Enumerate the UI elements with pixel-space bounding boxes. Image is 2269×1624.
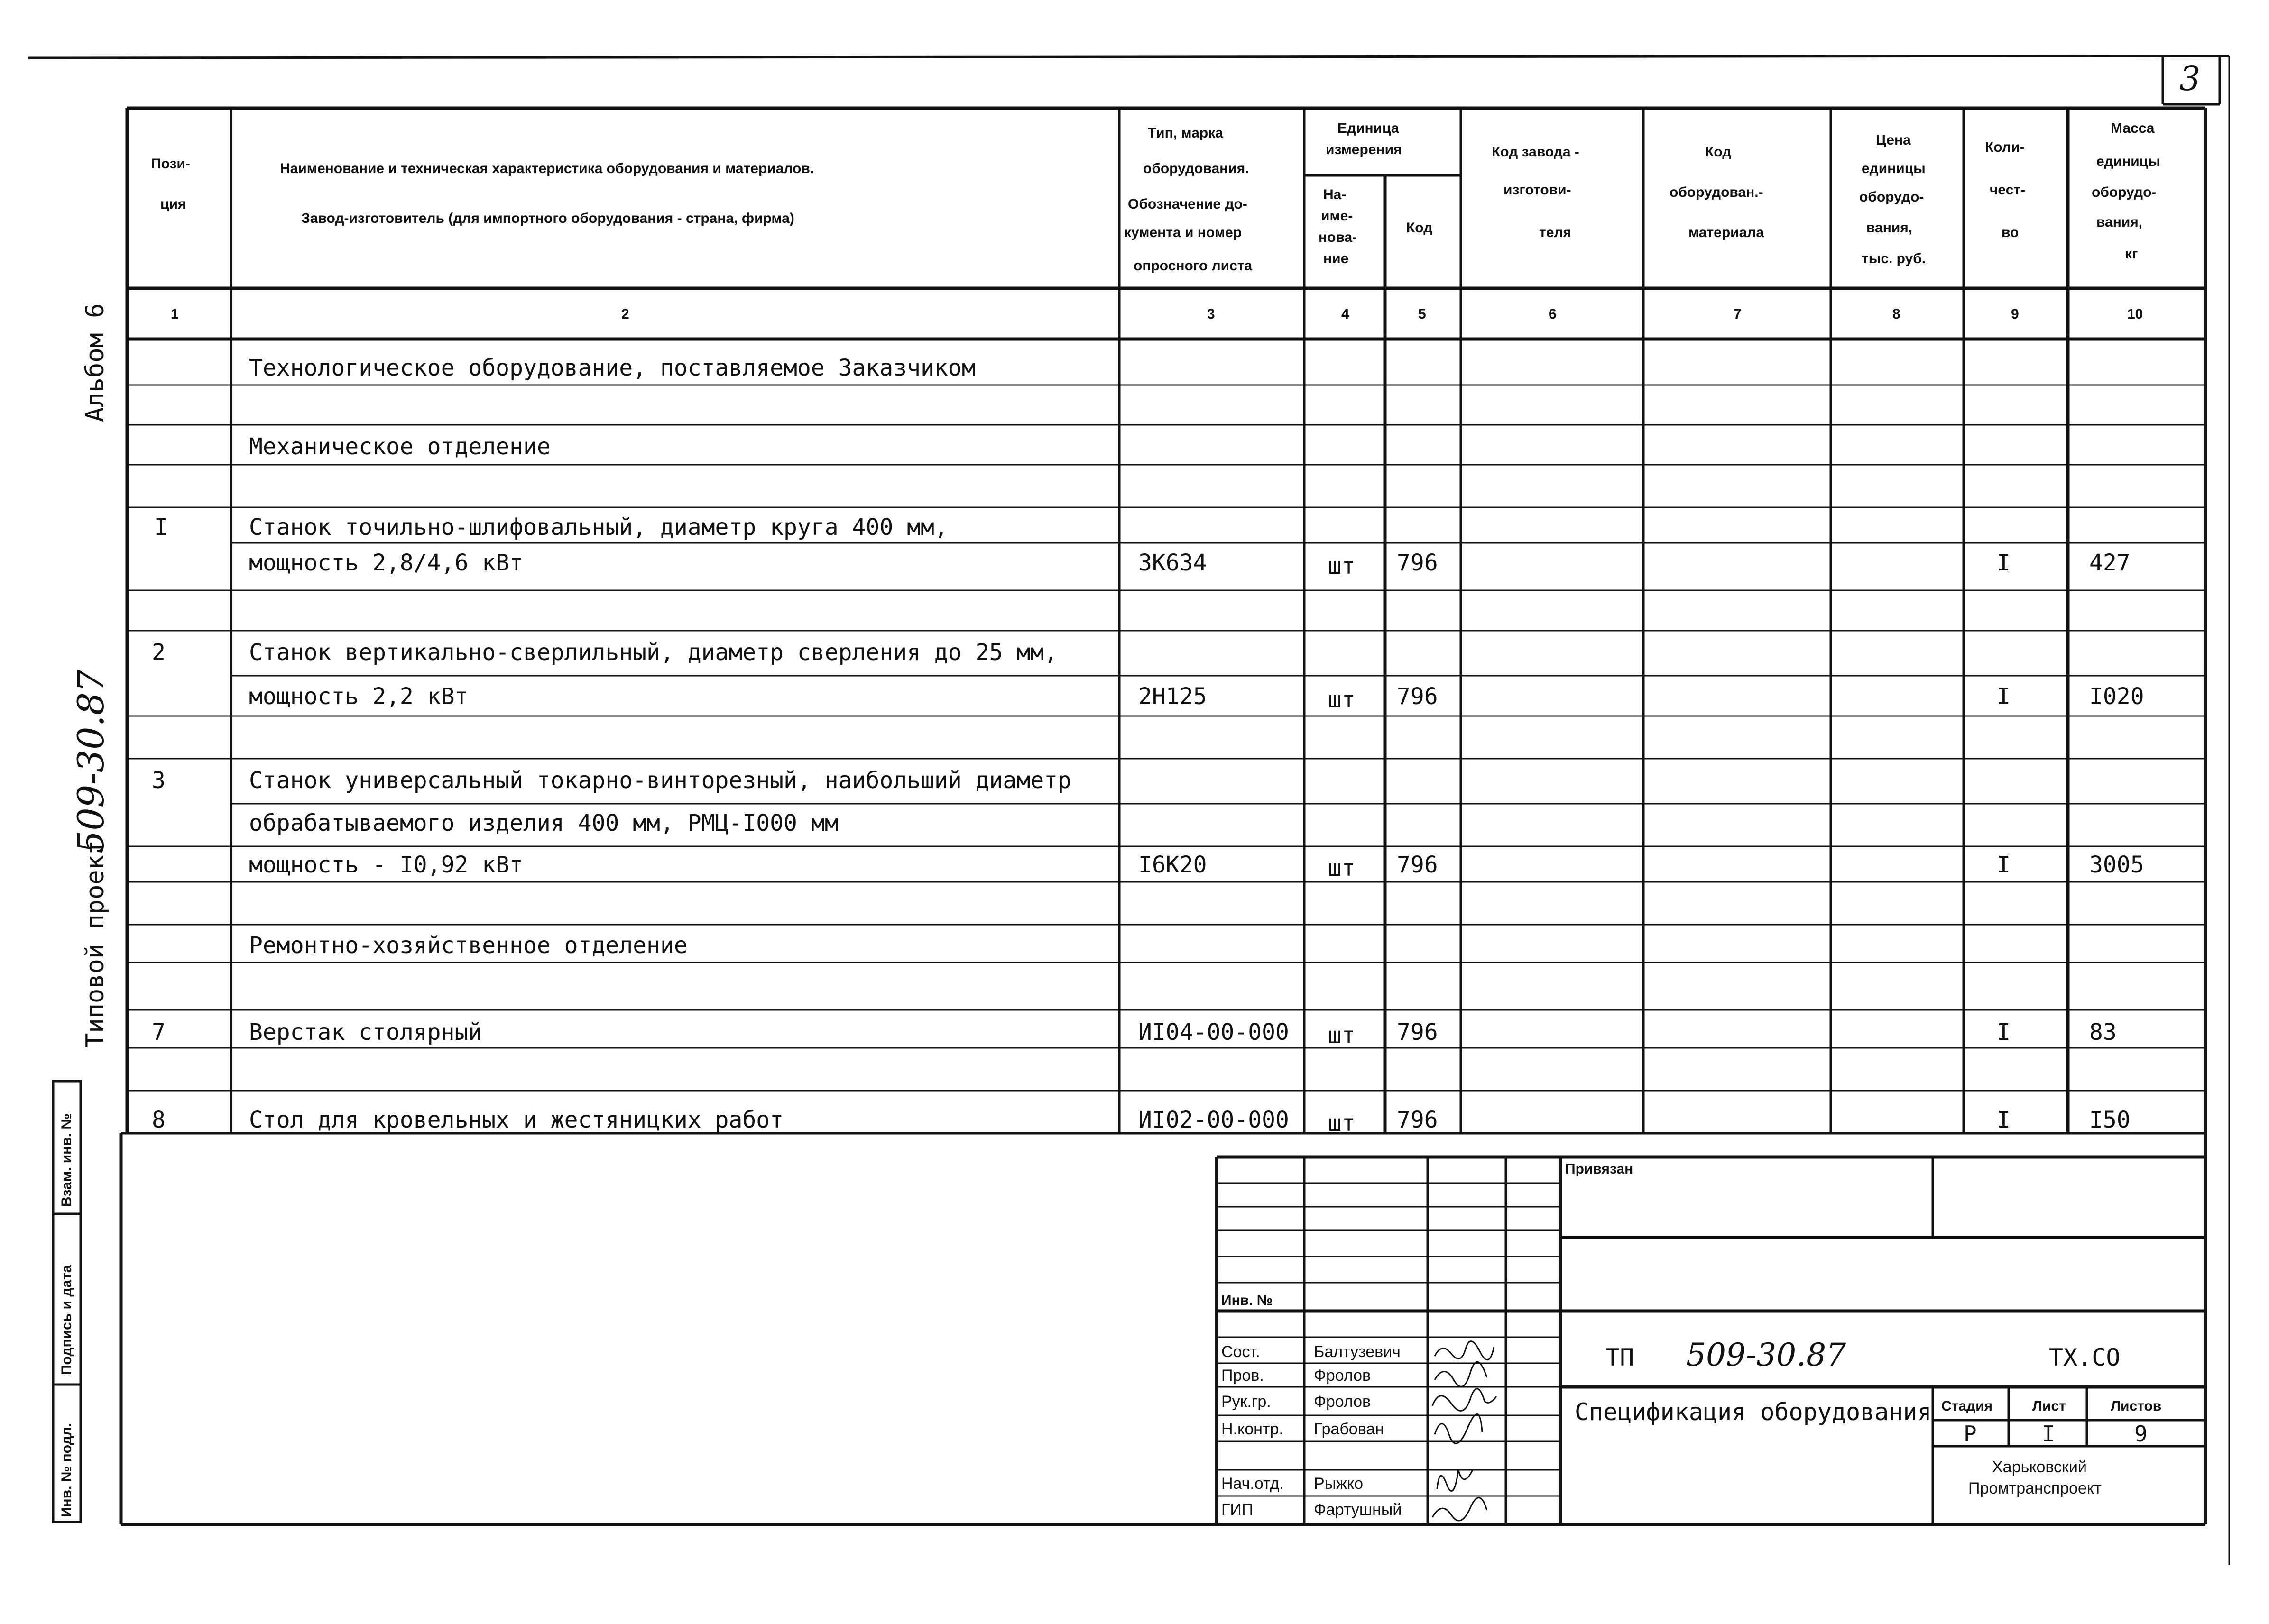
row-name: Ремонтно-хозяйственное отделение (249, 932, 688, 959)
hdr-col3-l2: оборудования. (1143, 161, 1249, 176)
table-body (152, 355, 2144, 1137)
hdr-col10-l2: единицы (2096, 154, 2160, 169)
row-unit: шт (1328, 1110, 1356, 1137)
row-position: 3 (152, 767, 166, 794)
project-type-label: Типовой проект (81, 840, 110, 1048)
hdr-col7-l2: оборудован.- (1669, 184, 1763, 200)
row-mass: 427 (2089, 550, 2131, 576)
hdr-col10-l4: вания, (2096, 214, 2143, 230)
doc-code: ТХ.СО (2049, 1344, 2121, 1371)
col-num-5: 5 (1418, 306, 1426, 322)
org-line2: Промтранспроект (1968, 1479, 2102, 1497)
sheet-value: I (2042, 1421, 2055, 1447)
row-qty: I (1997, 1019, 2011, 1046)
tp-number: 509-30.87 (1686, 1337, 1846, 1373)
table-row (249, 932, 688, 959)
hdr-col5: Код (1406, 220, 1433, 236)
row-name: Верстак столярный (249, 1019, 482, 1046)
hdr-col4-l1: На- (1323, 187, 1347, 202)
signature-marks (1432, 1341, 1496, 1521)
hdr-col3-l4: кумента и номер (1124, 225, 1242, 240)
col-num-3: 3 (1207, 306, 1215, 322)
row-code: 796 (1397, 683, 1438, 710)
sheets-value: 9 (2134, 1421, 2148, 1447)
signatory-role: Нач.отд. (1221, 1475, 1284, 1493)
hdr-col1-l1: Пози- (151, 156, 190, 172)
hdr-col2-l1: Наименование и техническая характеристика оборудования и материалов. (280, 161, 814, 176)
sheet-number: 3 (2179, 59, 2201, 98)
row-type: ИI02-00-000 (1138, 1107, 1289, 1133)
hdr-col8-l5: тыс. руб. (1862, 251, 1926, 266)
hdr-unit-l1: Единица (1337, 120, 1399, 136)
hdr-col7-l1: Код (1705, 144, 1732, 160)
hdr-col10-l3: оборудо- (2092, 184, 2157, 200)
col-num-2: 2 (621, 306, 629, 322)
hdr-col10-l1: Масса (2111, 120, 2155, 136)
hdr-col8-l1: Цена (1876, 132, 1911, 148)
hdr-col2-l2: Завод-изготовитель (для импортного оборудования - страна, фирма) (301, 211, 794, 226)
album-label: Альбом 6 (81, 303, 110, 422)
row-position: 2 (152, 639, 166, 666)
row-qty: I (1997, 1107, 2011, 1133)
row-unit: шт (1328, 1022, 1356, 1049)
inv-no-cell-label: Инв. № (1221, 1293, 1273, 1308)
inv-no-label: Инв. № подл. (59, 1422, 74, 1517)
table-header (151, 120, 2160, 274)
sheets-label: Листов (2111, 1398, 2162, 1414)
col-num-1: 1 (171, 306, 179, 322)
row-code: 796 (1397, 1107, 1438, 1133)
signatory-name: Балтузевич (1314, 1343, 1401, 1361)
hdr-col4-l4: ние (1323, 251, 1349, 266)
hdr-col6-l1: Код завода - (1492, 144, 1579, 160)
col-num-7: 7 (1734, 306, 1742, 322)
col-num-9: 9 (2011, 306, 2019, 322)
row-code: 796 (1397, 852, 1438, 878)
hdr-col6-l3: теля (1539, 225, 1571, 240)
row-name: Станок универсальный токарно-винторезный, наибольший диаметр (249, 767, 1071, 794)
hdr-col4-l2: име- (1321, 208, 1353, 224)
hdr-col3-l1: Тип, марка (1148, 125, 1223, 141)
table-row (249, 433, 551, 460)
signatory-role: Рук.гр. (1221, 1393, 1271, 1411)
hdr-col4-l3: нова- (1319, 229, 1357, 245)
row-name: обрабатываемого изделия 400 мм, РМЦ-I000 мм (249, 810, 839, 836)
hdr-col3-l3: Обозначение до- (1128, 196, 1247, 212)
signatory-name: Фролов (1314, 1367, 1371, 1385)
hdr-col8-l4: вания, (1866, 220, 1913, 236)
table-row (154, 514, 948, 541)
row-name: Механическое отделение (249, 433, 551, 460)
signatory-name: Фролов (1314, 1393, 1371, 1411)
signatory-name: Грабован (1314, 1420, 1384, 1438)
stage-label: Стадия (1941, 1398, 1993, 1414)
hdr-col10-l5: кг (2125, 246, 2138, 262)
row-qty: I (1997, 852, 2011, 878)
hdr-col9-l2: чест- (1990, 182, 2026, 198)
row-mass: I020 (2089, 683, 2144, 710)
doc-title: Спецификация оборудования (1575, 1398, 1932, 1426)
row-position: 7 (152, 1019, 166, 1046)
sheet-label: Лист (2032, 1398, 2066, 1414)
sheet-frame (121, 1133, 2205, 1524)
privyazan-label: Привязан (1565, 1161, 1633, 1177)
col-num-8: 8 (1892, 306, 1900, 322)
row-name: Технологическое оборудование, поставляемое Заказчиком (249, 355, 976, 381)
row-mass: 3005 (2089, 852, 2144, 878)
row-type: ИI04-00-000 (1138, 1019, 1289, 1046)
hdr-col3-l5: опросного листа (1134, 258, 1253, 274)
table-row (249, 550, 2131, 579)
project-number-label: 509-30.87 (70, 669, 112, 853)
row-qty: I (1997, 683, 2011, 710)
row-unit: шт (1328, 855, 1356, 881)
row-name: мощность 2,2 кВт (249, 683, 469, 710)
title-block (1217, 1157, 2205, 1524)
signatory-role: Сост. (1221, 1343, 1260, 1361)
table-row (152, 639, 1058, 666)
row-name: мощность - I0,92 кВт (249, 852, 523, 878)
row-name: мощность 2,8/4,6 кВт (249, 550, 523, 576)
hdr-col8-l3: оборудо- (1859, 189, 1924, 205)
column-number-row (171, 306, 2143, 322)
col-num-4: 4 (1341, 306, 1349, 322)
hdr-col9-l1: Коли- (1985, 139, 2025, 155)
table-row (152, 1019, 2117, 1049)
table-row (249, 810, 839, 836)
table-row (249, 355, 976, 381)
hdr-unit-l2: измерения (1326, 142, 1402, 157)
hdr-col1-l2: ция (160, 196, 186, 212)
table-row (249, 852, 2144, 881)
row-qty: I (1997, 550, 2011, 576)
signatory-name: Рыжко (1314, 1475, 1364, 1493)
col-num-10: 10 (2127, 306, 2143, 322)
row-type: I6К20 (1138, 852, 1207, 878)
row-mass: 83 (2089, 1019, 2117, 1046)
row-name: Станок точильно-шлифовальный, диаметр круга 400 мм, (249, 514, 948, 541)
tp-prefix: ТП (1605, 1344, 1634, 1371)
hdr-col7-l3: материала (1688, 225, 1764, 240)
row-code: 796 (1397, 550, 1438, 576)
row-name: Станок вертикально-сверлильный, диаметр сверления до 25 мм, (249, 639, 1058, 666)
row-name: Стол для кровельных и жестяницких работ (249, 1107, 784, 1133)
sign-date-label: Подпись и дата (59, 1265, 74, 1375)
replace-inv-label: Взам. инв. № (59, 1113, 74, 1207)
hdr-col9-l3: во (2002, 225, 2019, 240)
table-row (152, 767, 1071, 794)
row-unit: шт (1328, 687, 1356, 713)
row-code: 796 (1397, 1019, 1438, 1046)
row-position: 8 (152, 1107, 166, 1133)
stage-value: Р (1964, 1421, 1977, 1447)
signatory-role: Н.контр. (1221, 1420, 1283, 1438)
hdr-col6-l2: изготови- (1503, 182, 1571, 198)
signatory-name: Фартушный (1314, 1501, 1402, 1519)
row-unit: шт (1328, 553, 1356, 579)
org-line1: Харьковский (1992, 1458, 2087, 1476)
signatory-role: ГИП (1221, 1501, 1254, 1519)
col-num-6: 6 (1549, 306, 1557, 322)
left-margin-labels (53, 303, 112, 1522)
row-type: 3К634 (1138, 550, 1207, 576)
hdr-col8-l2: единицы (1862, 161, 1926, 176)
signatory-role: Пров. (1221, 1367, 1264, 1385)
row-type: 2Н125 (1138, 683, 1207, 710)
row-mass: I50 (2089, 1107, 2131, 1133)
table-row (249, 683, 2144, 713)
row-position: I (154, 514, 168, 541)
